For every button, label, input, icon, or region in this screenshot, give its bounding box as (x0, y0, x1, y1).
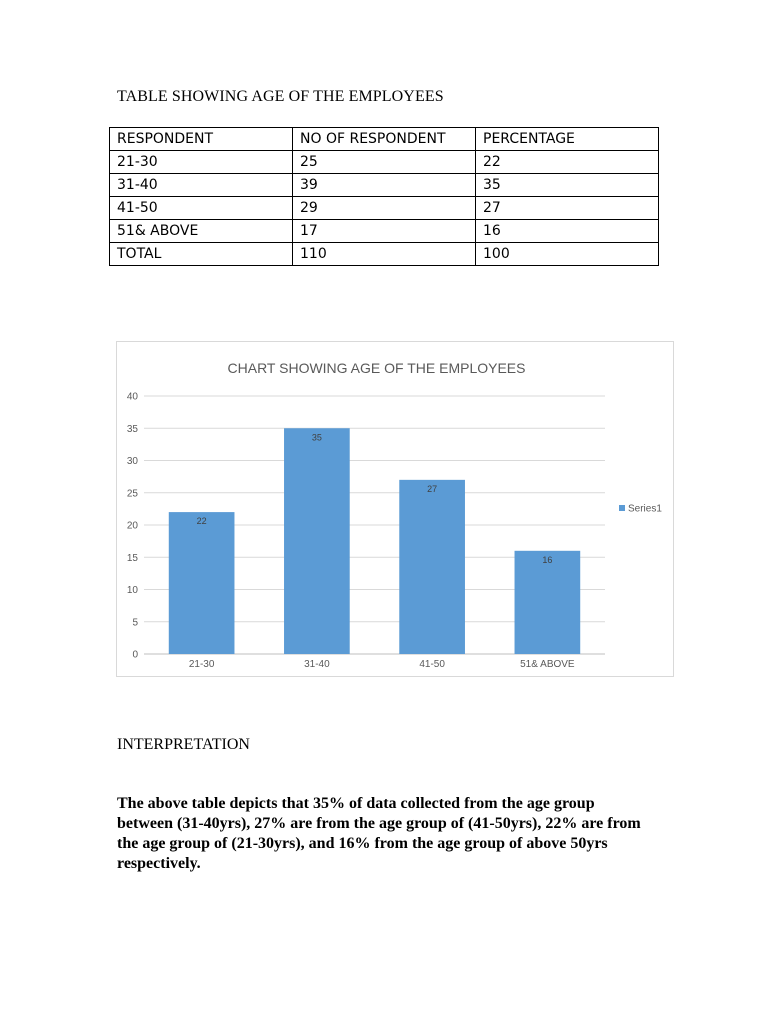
table-cell: 51& ABOVE (110, 220, 293, 243)
chart-title: CHART SHOWING AGE OF THE EMPLOYEES (227, 360, 526, 376)
table-cell: 27 (476, 197, 659, 220)
table-cell: 16 (476, 220, 659, 243)
interpretation-heading: INTERPRETATION (117, 736, 250, 753)
table-cell: 25 (293, 151, 476, 174)
table-cell: 35 (476, 174, 659, 197)
table-cell: 31-40 (110, 174, 293, 197)
table-cell: 39 (293, 174, 476, 197)
bar-chart (117, 342, 673, 676)
table-row-total (110, 243, 659, 266)
header-cell-respondent: RESPONDENT (110, 128, 293, 151)
data-label: 16 (542, 554, 553, 565)
y-tick-label: 35 (126, 423, 138, 435)
table-cell: 17 (293, 220, 476, 243)
header-cell-no-of-respondent: NO OF RESPONDENT (293, 128, 476, 151)
y-tick-label: 0 (132, 649, 138, 661)
y-tick-label: 40 (126, 391, 138, 403)
y-tick-label: 20 (126, 520, 138, 532)
legend-label: Series1 (628, 503, 662, 515)
table-row (110, 220, 659, 243)
table-cell: TOTAL (110, 243, 293, 266)
x-tick-label: 51& ABOVE (520, 659, 575, 670)
table-cell: 22 (476, 151, 659, 174)
bar-chart-frame (116, 341, 674, 677)
x-tick-label: 41-50 (419, 659, 445, 670)
table-cell: 21-30 (110, 151, 293, 174)
table-row (110, 197, 659, 220)
legend-swatch (619, 505, 625, 511)
table-cell: 100 (476, 243, 659, 266)
bar (515, 551, 581, 654)
table-row (110, 151, 659, 174)
age-table (109, 127, 659, 266)
table-cell: 29 (293, 197, 476, 220)
header-cell-percentage: PERCENTAGE (476, 128, 659, 151)
bar (284, 428, 350, 654)
table-cell: 110 (293, 243, 476, 266)
y-tick-label: 10 (126, 585, 138, 596)
data-label: 27 (427, 483, 438, 494)
x-tick-label: 21-30 (188, 659, 215, 670)
data-label: 22 (196, 516, 207, 527)
bar (399, 480, 465, 654)
y-tick-label: 25 (126, 488, 138, 500)
y-tick-label: 30 (126, 456, 138, 467)
data-label: 35 (311, 432, 322, 443)
bar (169, 512, 235, 654)
y-tick-label: 5 (132, 617, 138, 629)
table-row (110, 174, 659, 197)
table-cell: 41-50 (110, 197, 293, 220)
interpretation-text: The above table depicts that 35% of data collected from the age group between (31-40yrs), 27% are from the age group of (41-50yrs), 22% are from the age group of (21-30yrs), and 16% from the age group of above 50yrs respectively. (117, 795, 641, 872)
table-header-row (110, 128, 659, 151)
table-title: TABLE SHOWING AGE OF THE EMPLOYEES (117, 88, 444, 105)
x-tick-label: 31-40 (304, 659, 330, 670)
y-tick-label: 15 (126, 552, 138, 564)
